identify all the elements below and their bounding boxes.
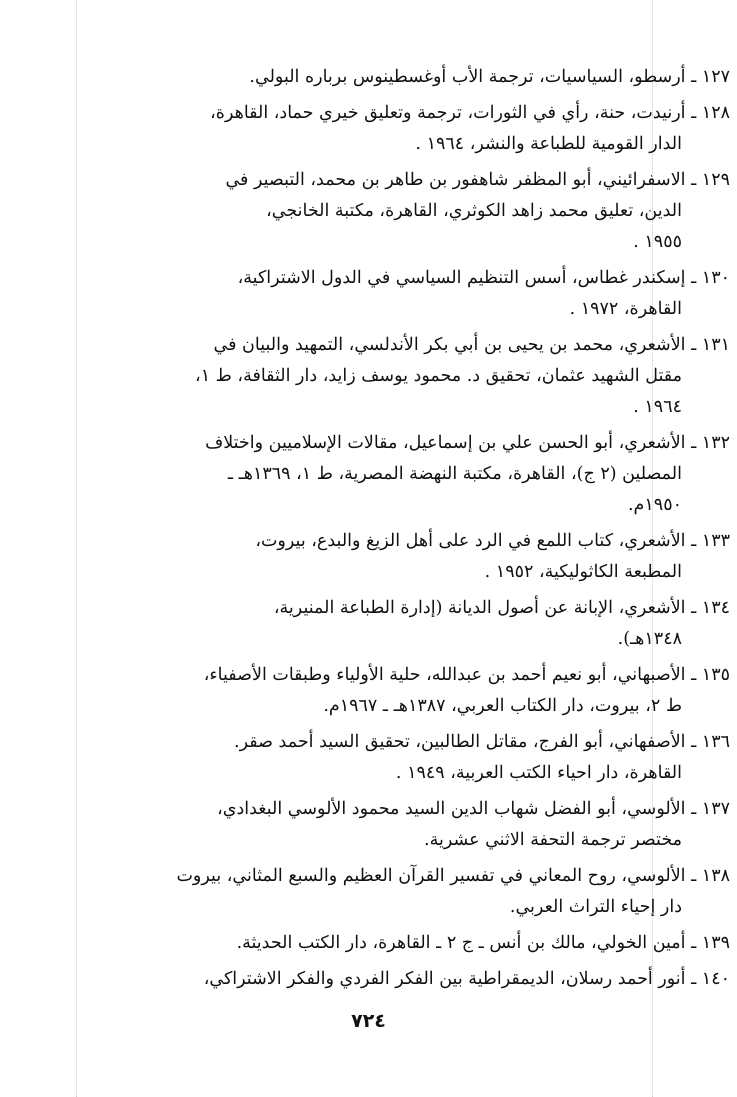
entry-continuation-line: الدار القومية للطباعة والنشر، ١٩٦٤ . (415, 134, 682, 154)
bibliography-list (78, 62, 730, 1000)
bibliography-entry (78, 165, 730, 258)
entry-continuation-line: ١٩٥٠م. (627, 495, 682, 515)
entry-continuation-line: المصلين (٢ ج)، القاهرة، مكتبة النهضة المصرية، ط ١، ١٣٦٩هـ ـ (227, 464, 682, 484)
margin-guide-left (76, 0, 77, 1097)
bibliography-entry (78, 727, 730, 789)
entry-continuation-line: دار إحياء التراث العربي. (509, 897, 682, 917)
bibliography-entry (78, 428, 730, 521)
entry-first-line: ١٣١ ـ الأشعري، محمد بن يحيى بن أبي بكر الأندلسي، التمهيد والبيان في (213, 335, 730, 355)
entry-first-line: ١٣٧ ـ الألوسي، أبو الفضل شهاب الدين السيد محمود الألوسي البغدادي، (217, 799, 730, 819)
entry-continuation-line: القاهرة، ١٩٧٢ . (569, 299, 682, 319)
entry-first-line: ١٤٠ ـ أنور أحمد رسلان، الديمقراطية بين الفكر الفردي والفكر الاشتراكي، (203, 969, 730, 989)
entry-continuation-line: مقتل الشهيد عثمان، تحقيق د. محمود يوسف زايد، دار الثقافة، ط ١، (195, 366, 682, 386)
entry-first-line: ١٢٧ ـ أرسطو، السياسيات، ترجمة الأب أوغسطينوس برباره البولي. (249, 67, 730, 87)
entry-continuation-line: ١٩٥٥ . (633, 232, 682, 252)
entry-first-line: ١٣٥ ـ الأصبهاني، أبو نعيم أحمد بن عبدالله، حلية الأولياء وطبقات الأصفياء، (203, 665, 730, 685)
entry-first-line: ١٣٩ ـ أمين الخولي، مالك بن أنس ـ ج ٢ ـ القاهرة، دار الكتب الحديثة. (236, 933, 730, 953)
bibliography-entry (78, 861, 730, 923)
bibliography-entry (78, 526, 730, 588)
entry-first-line: ١٢٩ ـ الاسفرائيني، أبو المظفر شاهفور بن طاهر بن محمد، التبصير في (225, 170, 730, 190)
entry-continuation-line: الدين، تعليق محمد زاهد الكوثري، القاهرة، مكتبة الخانجي، (266, 201, 682, 221)
bibliography-entry (78, 660, 730, 722)
bibliography-entry (78, 330, 730, 423)
bibliography-entry (78, 263, 730, 325)
entry-first-line: ١٣٢ ـ الأشعري، أبو الحسن علي بن إسماعيل، مقالات الإسلاميين واختلاف (205, 433, 730, 453)
bibliography-entry (78, 928, 730, 959)
entry-continuation-line: مختصر ترجمة التحفة الاثني عشرية. (424, 830, 682, 850)
page-number: ٧٢٤ (351, 1010, 386, 1032)
entry-first-line: ١٣٨ ـ الألوسي، روح المعاني في تفسير القرآن العظيم والسبع المثاني، بيروت (176, 866, 730, 886)
bibliography-entry (78, 964, 730, 995)
entry-first-line: ١٣٤ ـ الأشعري، الإبانة عن أصول الديانة (إدارة الطباعة المنيرية، (273, 598, 730, 618)
bibliography-entry (78, 62, 730, 93)
entry-continuation-line: ١٩٦٤ . (633, 397, 682, 417)
entry-continuation-line: ١٣٤٨هـ). (617, 629, 682, 649)
entry-first-line: ١٣٠ ـ إسكندر غطاس، أسس التنظيم السياسي في الدول الاشتراكية، (237, 268, 730, 288)
entry-first-line: ١٣٦ ـ الأصفهاني، أبو الفرج، مقاتل الطالبين، تحقيق السيد أحمد صقر. (234, 732, 730, 752)
entry-continuation-line: القاهرة، دار احياء الكتب العربية، ١٩٤٩ . (395, 763, 682, 783)
entry-continuation-line: المطبعة الكاثوليكية، ١٩٥٢ . (484, 562, 682, 582)
entry-continuation-line: ط ٢، بيروت، دار الكتاب العربي، ١٣٨٧هـ ـ ١٩٦٧م. (323, 696, 682, 716)
bibliography-entry (78, 98, 730, 160)
bibliography-entry (78, 794, 730, 856)
bibliography-entry (78, 593, 730, 655)
entry-first-line: ١٣٣ ـ الأشعري، كتاب اللمع في الرد على أهل الزيغ والبدع، بيروت، (255, 531, 730, 551)
entry-first-line: ١٢٨ ـ أرنيدت، حنة، رأي في الثورات، ترجمة وتعليق خيري حماد، القاهرة، (210, 103, 730, 123)
